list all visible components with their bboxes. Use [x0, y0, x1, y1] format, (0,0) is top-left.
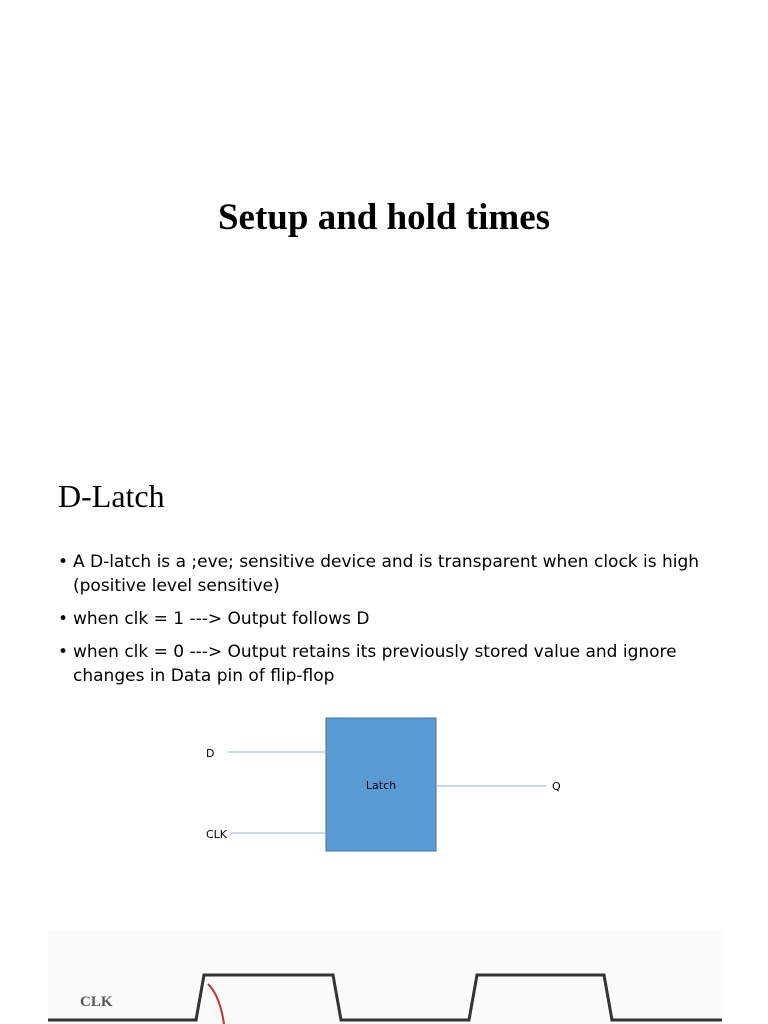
latch-diagram: [200, 712, 580, 862]
q-output-label: Q: [552, 780, 561, 793]
bullet-marker: •: [58, 642, 69, 662]
bullet-marker: •: [58, 552, 69, 572]
bullet-marker: •: [58, 609, 69, 629]
bullet-item: [58, 640, 718, 688]
timing-background: [48, 930, 722, 1024]
bullet-text: when clk = 1 ---> Output follows D: [73, 609, 370, 629]
clk-input-label: CLK: [206, 828, 228, 841]
d-input-label: D: [206, 747, 215, 760]
bullet-item: [58, 607, 718, 631]
clk-signal-label: CLK: [80, 994, 113, 1010]
bullet-text: when clk = 0 ---> Output retains its previously stored value and ignore changes in Data pin of flip-flop: [73, 642, 677, 686]
latch-block-label: Latch: [365, 779, 397, 792]
slide-title: Setup and hold times: [217, 197, 551, 238]
bullet-list: [58, 550, 718, 697]
clk-timing-diagram: [48, 930, 722, 1024]
section-heading: D-Latch: [58, 478, 165, 514]
bullet-text: A D-latch is a ;eve; sensitive device and is transparent when clock is high (positive level sensitive): [73, 552, 700, 596]
bullet-item: [58, 550, 718, 598]
